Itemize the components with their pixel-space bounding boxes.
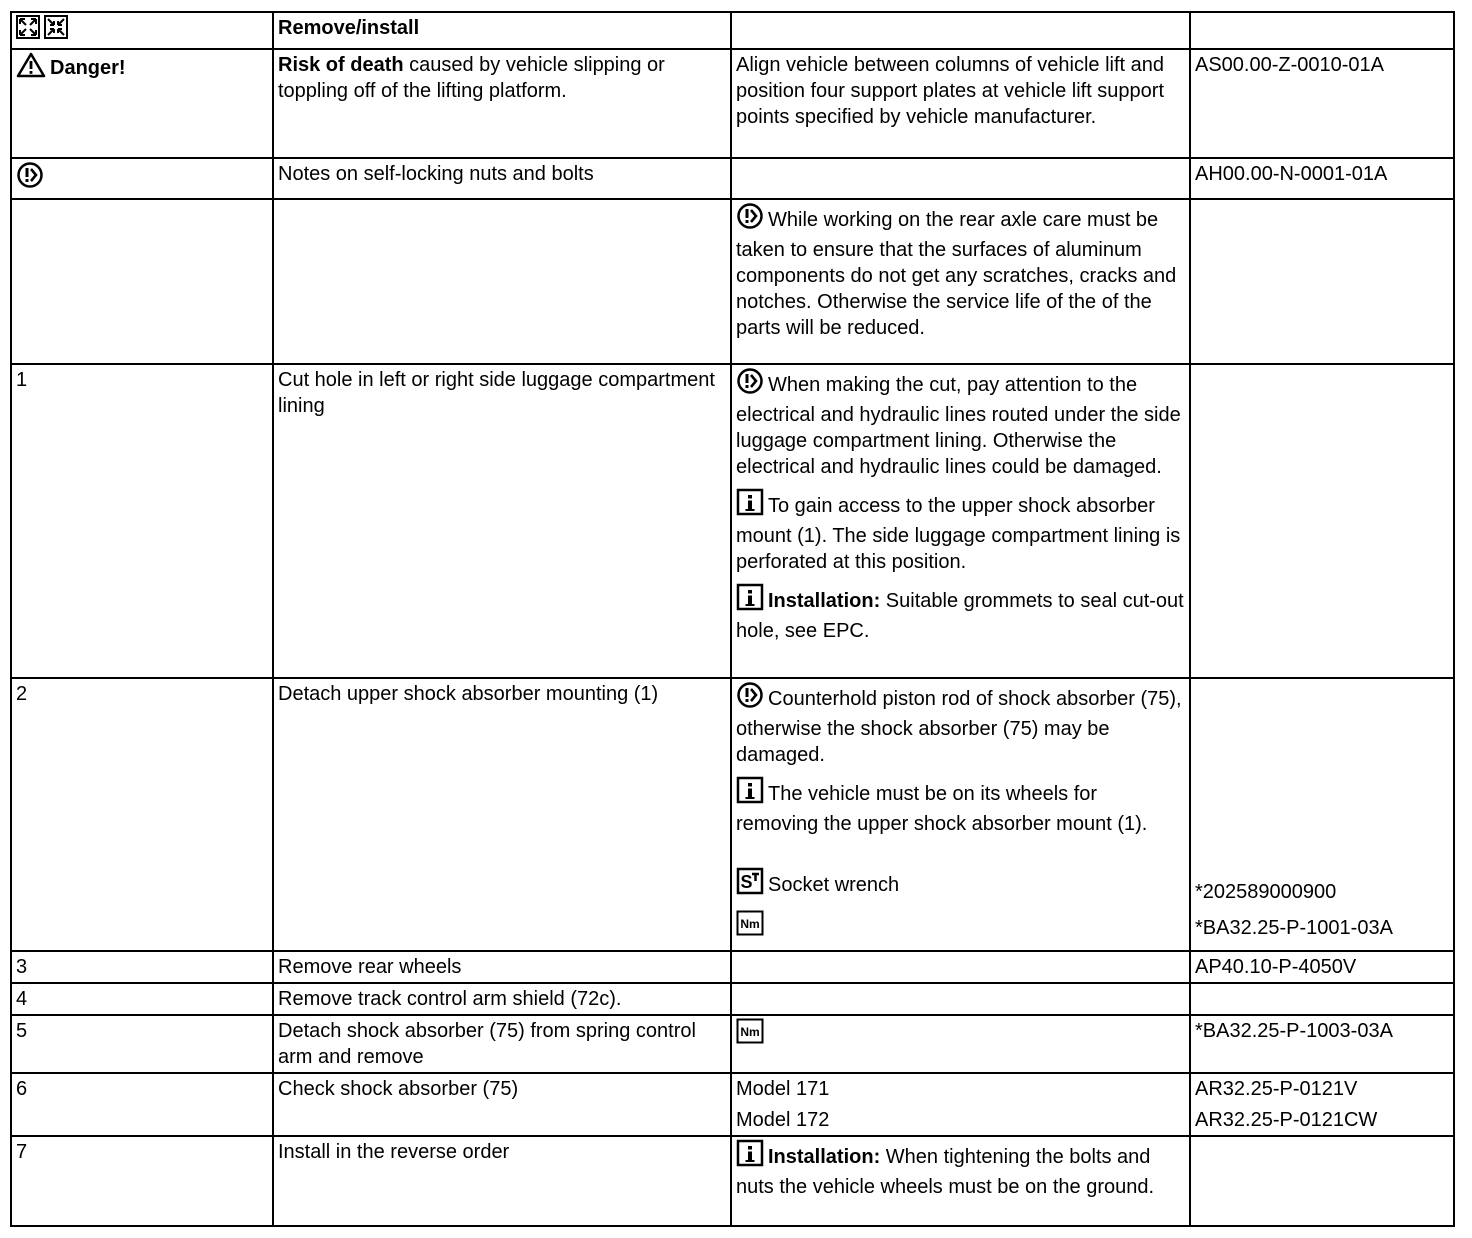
step-row-4 [11,983,1454,1015]
notes-text: Notes on self-locking nuts and bolts [273,158,731,199]
caution-circle-icon [16,161,44,196]
step-code-empty [1190,364,1454,678]
step-row-7 [11,1136,1454,1226]
caution-note [736,202,1184,341]
torque-code[interactable]: *BA32.25-P-1001-03A [1195,917,1393,939]
step-notes-cell [731,364,1190,678]
torque-glyph: Nm [740,1025,760,1039]
header-empty-4 [1190,12,1454,49]
step-models-cell [731,1073,1190,1136]
model-172-code[interactable]: AR32.25-P-0121CW [1195,1109,1378,1131]
notes-icon-cell [11,158,273,199]
info-text: The vehicle must be on its wheels for removing the upper shock absorber mount (1). [736,783,1148,835]
installation-text: When tightening the bolts and nuts the vehicle wheels must be on the ground. [736,1146,1155,1198]
risk-description: caused by vehicle slipping or toppling off of the lifting platform. [278,54,665,102]
tool-code[interactable]: *202589000900 [1195,881,1337,903]
installation-text: Suitable grommets to seal cut-out hole, see EPC. [736,590,1184,642]
danger-action: Align vehicle between columns of vehicle lift and position four support plates at vehicle lift support points specified by vehicle manufacturer. [731,49,1190,158]
tool-note [736,867,1184,902]
caution-circle-icon [736,202,764,237]
step-notes-cell [731,1015,1190,1073]
step-row-2 [11,678,1454,951]
aluminum-empty-4 [1190,199,1454,364]
aluminum-note-text: While working on the rear axle care must be taken to ensure that the surfaces of aluminum components do not get any scratches, cracks and notches. Otherwise the service life of the of the parts will be reduced. [736,209,1177,339]
step-row-3 [11,951,1454,983]
header-empty-3 [731,12,1190,49]
step-text: Detach upper shock absorber mounting (1) [273,678,731,951]
step-code[interactable]: *BA32.25-P-1003-03A [1190,1015,1454,1073]
step-code-empty [1190,1136,1454,1226]
aluminum-note-row [11,199,1454,364]
caution-circle-icon [736,367,764,402]
warning-triangle-icon [16,52,46,85]
info-box-icon [736,776,764,811]
risk-of-death-text: Risk of death [278,54,404,76]
tool-name: Socket wrench [768,874,900,896]
installation-label: Installation: [768,1146,881,1168]
installation-label: Installation: [768,590,881,612]
aluminum-empty-1 [11,199,273,364]
notes-empty [731,158,1190,199]
caution-note [736,681,1184,768]
step-text: Check shock absorber (75) [273,1073,731,1136]
step-number: 3 [11,951,273,983]
danger-label: Danger! [50,57,126,79]
special-tool-icon [736,867,764,902]
step-number: 7 [11,1136,273,1226]
caution-text: Counterhold piston rod of shock absorber (75), otherwise the shock absorber (75) may be damaged. [736,688,1182,766]
step-code[interactable]: AP40.10-P-4050V [1190,951,1454,983]
torque-glyph: Nm [740,917,760,931]
caution-circle-icon [736,681,764,716]
info-note [736,776,1184,837]
step-number: 4 [11,983,273,1015]
expand-collapse-cell [11,12,273,49]
step-text: Remove track control arm shield (72c). [273,983,731,1015]
info-text: To gain access to the upper shock absorber mount (1). The side luggage compartment lining is perforated at this position. [736,495,1181,573]
step-number: 2 [11,678,273,951]
info-box-icon [736,1139,764,1174]
procedure-table [10,11,1455,1227]
step-codes-cell [1190,1073,1454,1136]
step-codes-cell [1190,678,1454,951]
step-number: 6 [11,1073,273,1136]
torque-note [736,910,1184,943]
step-code-empty [1190,983,1454,1015]
model-171-code[interactable]: AR32.25-P-0121V [1195,1078,1358,1100]
torque-nm-icon[interactable] [736,910,764,943]
svg-text:S: S [740,872,753,892]
header-row [11,12,1454,49]
info-box-icon [736,583,764,618]
notes-row [11,158,1454,199]
step-number: 5 [11,1015,273,1073]
header-title: Remove/install [273,12,731,49]
info-box-icon [736,488,764,523]
collapse-all-icon[interactable] [44,15,68,46]
step-number: 1 [11,364,273,678]
notes-code[interactable]: AH00.00-N-0001-01A [1190,158,1454,199]
danger-code[interactable]: AS00.00-Z-0010-01A [1190,49,1454,158]
step-notes-cell [731,1136,1190,1226]
torque-nm-icon[interactable] [736,1018,764,1051]
danger-row [11,49,1454,158]
step-notes-empty [731,983,1190,1015]
step-text: Install in the reverse order [273,1136,731,1226]
step-text: Cut hole in left or right side luggage compartment lining [273,364,731,678]
model-171: Model 171 [736,1078,830,1100]
step-text: Remove rear wheels [273,951,731,983]
step-text: Detach shock absorber (75) from spring control arm and remove [273,1015,731,1073]
installation-note [736,1139,1184,1200]
info-note [736,488,1184,575]
caution-note [736,367,1184,480]
step-row-6 [11,1073,1454,1136]
aluminum-empty-2 [273,199,731,364]
step-notes-cell [731,678,1190,951]
step-row-1 [11,364,1454,678]
danger-cell [11,49,273,158]
installation-note [736,583,1184,644]
aluminum-note-cell [731,199,1190,364]
danger-risk-cell [273,49,731,158]
step-row-5 [11,1015,1454,1073]
caution-text: When making the cut, pay attention to the electrical and hydraulic lines routed under the side luggage compartment lining. Otherwise the electrical and hydraulic lines could be damaged. [736,374,1181,478]
step-notes-empty [731,951,1190,983]
expand-all-icon[interactable] [16,15,40,46]
model-172: Model 172 [736,1109,830,1131]
